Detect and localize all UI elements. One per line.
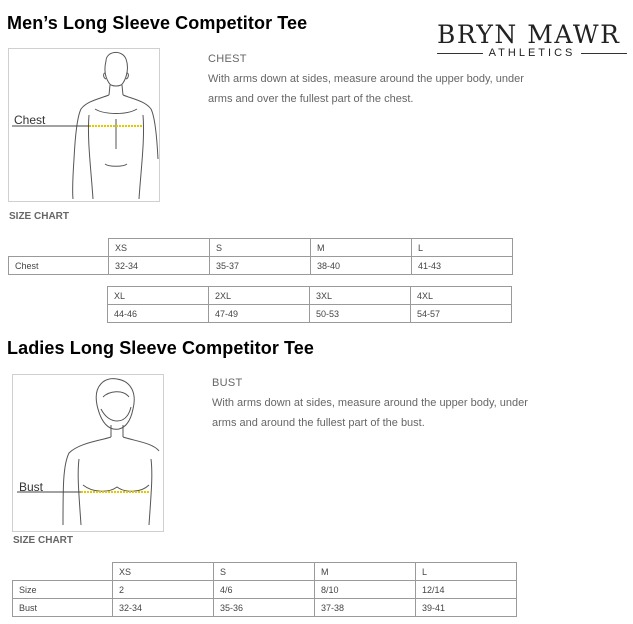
table-cell: 38-40 (311, 257, 412, 275)
size-header: S (214, 563, 315, 581)
table-cell: 44-46 (108, 305, 209, 323)
table-cell: 54-57 (411, 305, 512, 323)
table-cell: 35-36 (214, 599, 315, 617)
table-row (8, 305, 512, 323)
mens-size-table-1 (8, 238, 513, 275)
ladies-measure-text: With arms down at sides, measure around the upper body, under arms and around the fullest part of the bust. (212, 397, 528, 429)
table-cell: 8/10 (315, 581, 416, 599)
ladies-size-table (12, 562, 517, 617)
row-label: Chest (9, 257, 109, 275)
size-header: XS (113, 563, 214, 581)
table-cell: 37-38 (315, 599, 416, 617)
size-header: XS (109, 239, 210, 257)
table-row (9, 257, 513, 275)
table-cell: 39-41 (416, 599, 517, 617)
mens-product-title: Men’s Long Sleeve Competitor Tee (7, 13, 308, 33)
ladies-measurement-figure (12, 374, 164, 532)
table-cell: 12/14 (416, 581, 517, 599)
mens-figure-label: Chest (14, 113, 46, 127)
ladies-measure-heading: BUST (212, 377, 243, 389)
table-cell: 47-49 (209, 305, 310, 323)
table-header-row (8, 287, 512, 305)
table-row (13, 581, 517, 599)
table-cell: 41-43 (412, 257, 513, 275)
size-header: M (311, 239, 412, 257)
size-header: 4XL (411, 287, 512, 305)
table-cell: 4/6 (214, 581, 315, 599)
size-header: L (416, 563, 517, 581)
row-label: Bust (13, 599, 113, 617)
size-header: S (210, 239, 311, 257)
table-cell: 32-34 (109, 257, 210, 275)
table-cell: 50-53 (310, 305, 411, 323)
table-header-row (13, 563, 517, 581)
row-label: Size (13, 581, 113, 599)
table-cell: 32-34 (113, 599, 214, 617)
table-row (13, 599, 517, 617)
table-cell: 2 (113, 581, 214, 599)
mens-measure-text: With arms down at sides, measure around the upper body, under arms and over the fullest part of the chest. (208, 73, 524, 105)
female-body-outline-icon (13, 375, 163, 526)
brand-logo (437, 20, 627, 59)
table-header-row (9, 239, 513, 257)
mens-measure-heading: CHEST (208, 53, 247, 65)
mens-size-table-2 (8, 286, 512, 323)
ladies-figure-label: Bust (19, 480, 44, 494)
table-cell: 35-37 (210, 257, 311, 275)
size-header: M (315, 563, 416, 581)
size-header: 2XL (209, 287, 310, 305)
brand-logo-subtitle: ATHLETICS (488, 47, 576, 59)
size-header: XL (108, 287, 209, 305)
mens-measurement-figure (8, 48, 160, 202)
size-header: 3XL (310, 287, 411, 305)
brand-logo-name: BRYN MAWR (437, 20, 621, 49)
size-header: L (412, 239, 513, 257)
ladies-product-title: Ladies Long Sleeve Competitor Tee (7, 338, 315, 358)
ladies-size-chart-label: SIZE CHART (13, 535, 73, 546)
mens-size-chart-label: SIZE CHART (9, 211, 69, 222)
